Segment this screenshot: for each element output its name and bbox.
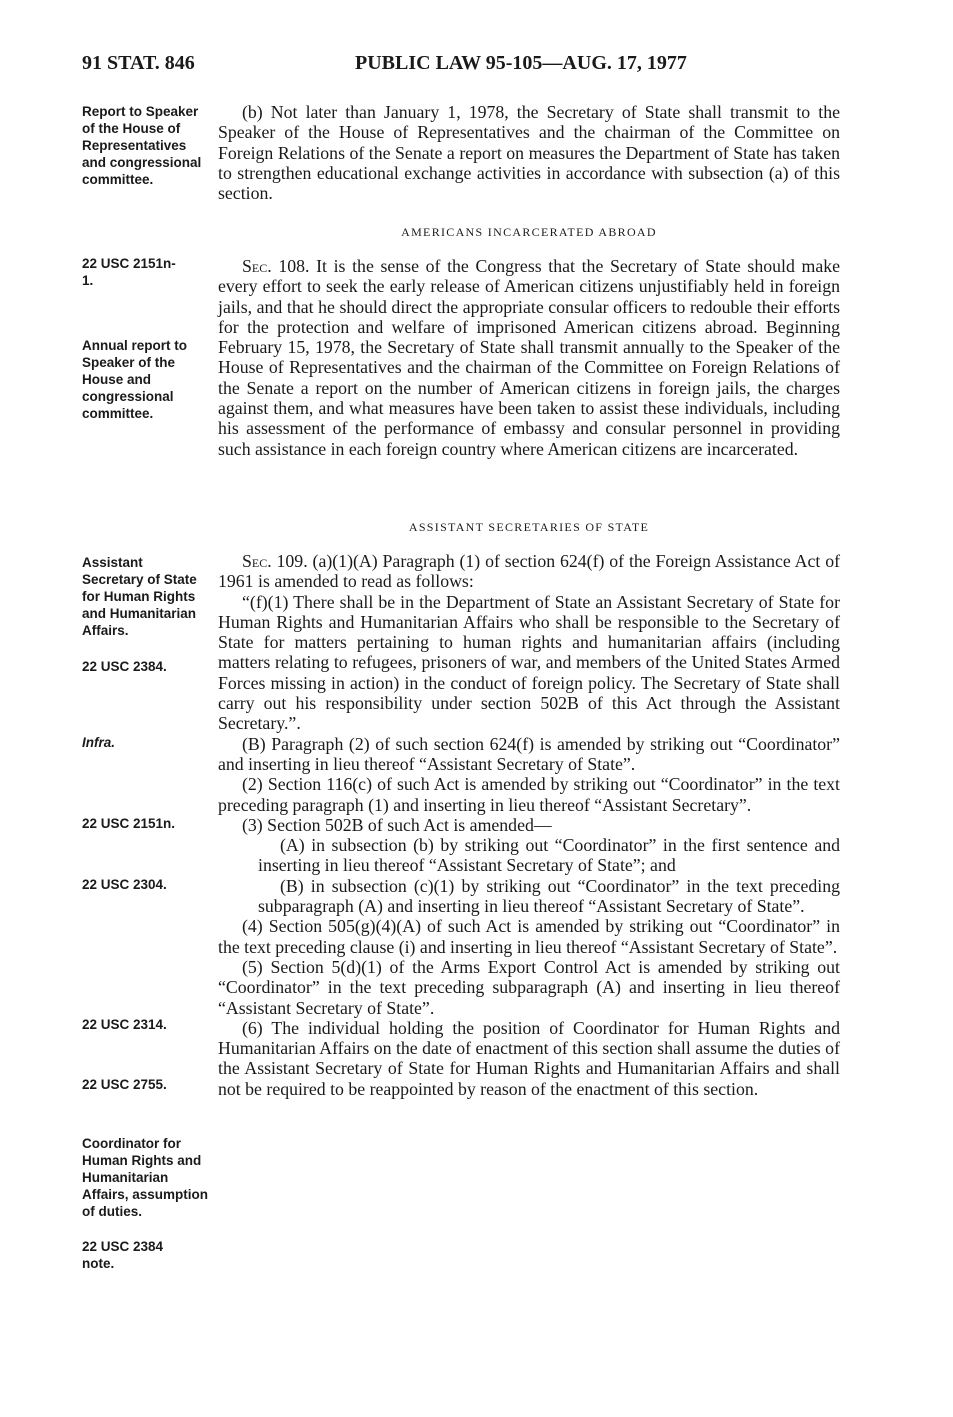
margin-note: 22 USC 2755. <box>82 1077 167 1092</box>
margin-note: 22 USC 2384. <box>82 659 167 674</box>
subparagraph: (A) in subsection (b) by striking out “Coordinator” in the first sentence and inserting in lieu thereof “Assistant Secretary of State”; and <box>258 835 840 876</box>
paragraph: (2) Section 116(c) of such Act is amended by striking out “Coordinator” in the text preceding paragraph (1) and inserting in lieu thereof “Assistant Secretary”. <box>218 774 840 815</box>
margin-note: Coordinator for Human Rights and Humanitarian Affairs, assumption of duties. <box>82 1136 209 1219</box>
paragraph: (b) Not later than January 1, 1978, the Secretary of State shall transmit to the Speaker of the House of Representatives and the chairman of the Committee on Foreign Relations of the Senate a report on measures the Department of State has taken to strengthen educational exchange activities in accordance with subsection (a) of this section. <box>218 102 840 204</box>
running-header: PUBLIC LAW 95-105—AUG. 17, 1977 <box>355 52 687 74</box>
paragraph <box>218 256 840 459</box>
margin-note: 22 USC 2151n-1. <box>82 256 176 288</box>
margin-note: 22 USC 2151n. <box>82 816 176 831</box>
section-label: Sec. 108. <box>242 256 310 276</box>
margin-note: Report to Speaker of the House of Representatives and congressional committee. <box>82 104 202 187</box>
paragraph: (3) Section 502B of such Act is amended— <box>242 814 552 835</box>
paragraph: (6) The individual holding the position of Coordinator for Human Rights and Humanitarian Affairs on the date of enactment of this section shall assume the duties of the Assistant Secretary of State for Human Rights and Humanitarian Affairs and shall not be required to be reappointed by reason of the enactment of this section. <box>218 1017 840 1099</box>
paragraph: (4) Section 505(g)(4)(A) of such Act is amended by striking out “Coordinator” in the text preceding clause (i) and inserting in lieu thereof “Assistant Secretary of State”. <box>218 916 840 957</box>
section-text: It is the sense of the Congress that the Secretary of State should make every effort to seek the early release of American citizens unjustifiably held in foreign jails, and that he should direct the appropriate consular officers to redouble their efforts for the protection and welfare of imprisoned American citizens abroad. Beginning February 15, 1978, the Secretary of State shall transmit annually to the Speaker of the House of Representatives and the chairman of the Committee on Foreign Relations of the Senate a report on the number of American citizens in foreign jails, the charges against them, and what measures have been taken to assist these individuals, including his assessment of the performance of embassy and consular personnel in providing such assistance in each foreign country where American citizens are incarcerated. <box>218 256 840 459</box>
page-citation: 91 STAT. 846 <box>82 52 195 74</box>
subparagraph: (B) in subsection (c)(1) by striking out “Coordinator” in the text preceding subparagraph (A) and inserting in lieu thereof “Assistant Secretary of State”. <box>258 875 840 917</box>
section-text: (a)(1)(A) Paragraph (1) of section 624(f) of the Foreign Assistance Act of 1961 is amended to read as follows: <box>218 551 841 592</box>
section-109 <box>218 551 840 1099</box>
paragraph <box>218 551 840 592</box>
paragraph: (B) Paragraph (2) of such section 624(f) is amended by striking out “Coordinator” and inserting in lieu thereof “Assistant Secretary of State”. <box>218 733 840 774</box>
section-label: Sec. 109. <box>242 551 308 571</box>
paragraph: (5) Section 5(d)(1) of the Arms Export Control Act is amended by striking out “Coordinator” in the text preceding subparagraph (A) and inserting in lieu thereof “Assistant Secretary of State”. <box>218 956 840 1018</box>
section-heading: AMERICANS INCARCERATED ABROAD <box>401 225 657 239</box>
quoted-amendment: “(f)(1) There shall be in the Department of State an Assistant Secretary of State for Human Rights and Humanitarian Affairs who shall be responsible to the Secretary of State for matters pertaining to human rights and humanitarian affairs (including matters relating to refugees, prisoners of war, and members of the United States Armed Forces missing in action) in the conduct of foreign policy. The Secretary of State shall carry out his responsibility under section 502B of this Act through the Assistant Secretary.”. <box>218 591 840 734</box>
section-108 <box>218 256 840 459</box>
margin-note: Infra. <box>82 735 116 750</box>
margin-note: 22 USC 2304. <box>82 877 167 892</box>
subsection-b <box>218 102 840 203</box>
margin-note: Assistant Secretary of State for Human Rights and Humanitarian Affairs. <box>82 555 197 638</box>
margin-note: Annual report to Speaker of the House and congressional committee. <box>82 338 187 421</box>
margin-note: 22 USC 2314. <box>82 1017 167 1032</box>
margin-note: 22 USC 2384 note. <box>82 1239 164 1271</box>
section-heading: ASSISTANT SECRETARIES OF STATE <box>408 520 650 534</box>
